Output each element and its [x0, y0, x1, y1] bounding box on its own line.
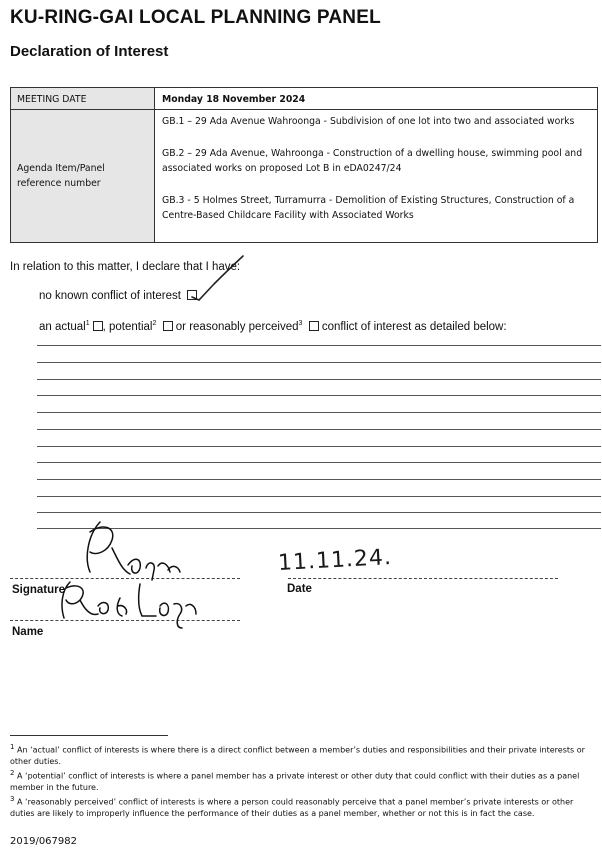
potential-label: , potential — [102, 320, 153, 333]
handwritten-signature — [87, 522, 180, 580]
meeting-date-label: MEETING DATE — [11, 88, 155, 110]
footnote-mark: 3 — [10, 794, 15, 803]
agenda-item-label-text: Agenda Item/Panel reference number — [17, 163, 105, 189]
page-title: KU-RING-GAI LOCAL PLANNING PANEL — [10, 7, 381, 28]
agenda-item: GB.1 – 29 Ada Avenue Wahroonga - Subdivision of one lot into two and associated works — [162, 116, 575, 127]
footnote-text: A ‘reasonably perceived’ conflict of interests is where a person could reasonably perceive that a panel member’s private interests or other duties are likely to improperly influence the performance of their duties as a panel member, whether or not this is in fact the case. — [10, 797, 574, 818]
name-label: Name — [12, 626, 44, 638]
agenda-item: GB.3 - 5 Holmes Street, Turramurra - Demolition of Existing Structures, Construction of a Centre-Based Childcare Facility with Associated Works — [162, 195, 575, 221]
footnote — [10, 768, 590, 794]
footnote — [10, 794, 590, 820]
checkmark-icon — [192, 256, 243, 300]
footnote-ref: 3 — [298, 320, 303, 327]
page-subtitle: Declaration of Interest — [10, 43, 169, 60]
date-label: Date — [287, 583, 312, 595]
document-reference: 2019/067982 — [10, 836, 77, 847]
footnote-text: A ‘potential’ conflict of interests is where a panel member has a private interest or other duty that could conflict with their duties as a panel member in the future. — [10, 771, 580, 793]
signature-label: Signature — [12, 584, 66, 596]
footnote-text: An ‘actual’ conflict of interests is where there is a direct conflict between a member’s duties and responsibilities and their private interests or other duties. — [10, 745, 585, 767]
footnote-divider — [10, 735, 168, 736]
handwritten-date: 11.11.24. — [277, 545, 393, 576]
detail-label: conflict of interest as detailed below: — [318, 320, 507, 333]
actual-label: an actual — [39, 320, 86, 333]
agenda-item: GB.2 – 29 Ada Avenue, Wahroonga - Construction of a dwelling house, swimming pool and associated works on proposed Lot B in eDA0247/24 — [162, 148, 583, 174]
declaration-intro: In relation to this matter, I declare that I have: — [10, 261, 241, 273]
no-conflict-label: no known conflict of interest — [39, 290, 181, 302]
perceived-label: or reasonably perceived — [172, 320, 299, 333]
footnote-mark: 1 — [10, 743, 15, 751]
footnotes — [10, 742, 590, 820]
footnote-ref: 2 — [152, 320, 157, 327]
handwritten-name — [62, 582, 196, 628]
footnote-mark: 2 — [10, 768, 15, 777]
footnote-ref: 1 — [85, 320, 90, 327]
meeting-date-value: Monday 18 November 2024 — [155, 88, 597, 110]
footnote — [10, 742, 590, 768]
